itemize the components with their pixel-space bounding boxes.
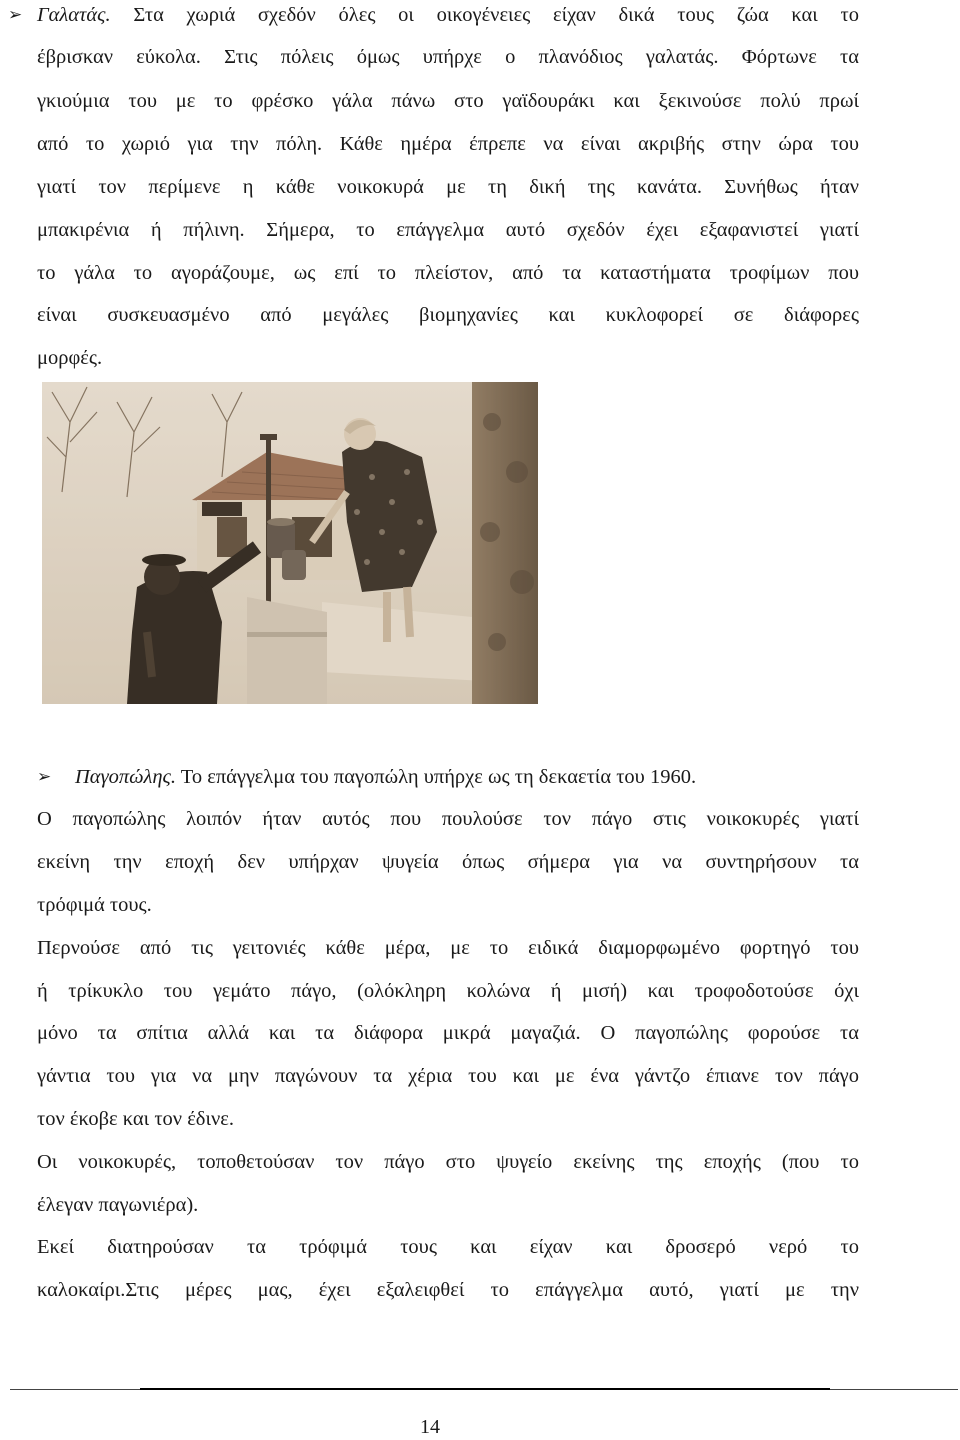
paragraph-line: Οι νοικοκυρές, τοποθετούσαν τον πάγο στο ψυγείο εκείνης της εποχής (που το: [37, 1151, 859, 1173]
paragraph-line: έλεγαν παγωνιέρα).: [37, 1194, 199, 1216]
bullet-arrow-icon: ➢: [8, 5, 23, 25]
paragraph-text: Το επάγγελμα του παγοπώλη υπήρχε ως τη δεκαετία του 1960.: [180, 766, 697, 788]
bullet-arrow-icon: ➢: [37, 767, 52, 787]
paragraph-line: μόνο τα σπίτια αλλά και τα διάφορα μικρά μαγαζιά. Ο παγοπώλης φορούσε τα: [37, 1022, 859, 1044]
paragraph-line: έβρισκαν εύκολα. Στις πόλεις όμως υπήρχε ο πλανόδιος γαλατάς. Φόρτωνε τα: [37, 46, 859, 68]
section-title-pagopolis: Παγοπώλης.: [75, 766, 176, 788]
paragraph-line: καλοκαίρι.Στις μέρες μας, έχει εξαλειφθεί το επάγγελμα αυτό, γιατί με την: [37, 1279, 859, 1301]
paragraph-text: Στα χωριά σχεδόν όλες οι οικογένειες είχαν δικά τους ζώα και το: [133, 4, 859, 26]
paragraph-line: γιατί τον περίμενε η κάθε νοικοκυρά με τη δική της κανάτα. Συνήθως ήταν: [37, 176, 859, 198]
paragraph-line: είναι συσκευασμένο από μεγάλες βιομηχανίες και κυκλοφορεί σε διάφορες: [37, 304, 859, 326]
milkman-photo: [42, 382, 538, 704]
paragraph-line: Εκεί διατηρούσαν τα τρόφιμά τους και είχαν και δροσερό νερό το: [37, 1236, 859, 1258]
paragraph-line: γάντια του για να μην παγώνουν τα χέρια του και με ένα γάντζο έπιανε τον πάγο: [37, 1065, 859, 1087]
paragraph-line: το γάλα το αγοράζουμε, ως επί το πλείστον, από τα καταστήματα τροφίμων που: [37, 262, 859, 284]
paragraph-line: εκείνη την εποχή δεν υπήρχαν ψυγεία όπως σήμερα για να συντηρήσουν τα: [37, 851, 859, 873]
paragraph-line: τρόφιμά τους.: [37, 894, 152, 916]
paragraph-line: μπακιρένια ή πήλινη. Σήμερα, το επάγγελμα αυτό σχεδόν έχει εξαφανιστεί γιατί: [37, 219, 859, 241]
paragraph-line: τον έκοβε και τον έδινε.: [37, 1108, 234, 1130]
page-number: 14: [420, 1416, 440, 1438]
paragraph-line: Ο παγοπώλης λοιπόν ήταν αυτός που πουλούσε τον πάγο στις νοικοκυρές γιατί: [37, 808, 859, 830]
paragraph-line: μορφές.: [37, 347, 103, 369]
section-title-galatas: Γαλατάς.: [37, 4, 111, 26]
footer-rule: [140, 1388, 830, 1390]
paragraph-line: [37, 2, 859, 28]
milkman-photo-illustration: [42, 382, 538, 704]
paragraph-line: από το χωριό για την πόλη. Κάθε ημέρα έπρεπε να είναι ακριβής στην ώρα του: [37, 133, 859, 155]
paragraph-line: [75, 764, 859, 790]
paragraph-line: ή τρίκυκλο του γεμάτο πάγο, (ολόκληρη κολώνα ή μισή) και τροφοδοτούσε όχι: [37, 980, 859, 1002]
paragraph-line: Περνούσε από τις γειτονιές κάθε μέρα, με το ειδικά διαμορφωμένο φορτηγό του: [37, 937, 859, 959]
paragraph-line: γκιούμια του με το φρέσκο γάλα πάνω στο γαϊδουράκι και ξεκινούσε πολύ πρωί: [37, 90, 859, 112]
